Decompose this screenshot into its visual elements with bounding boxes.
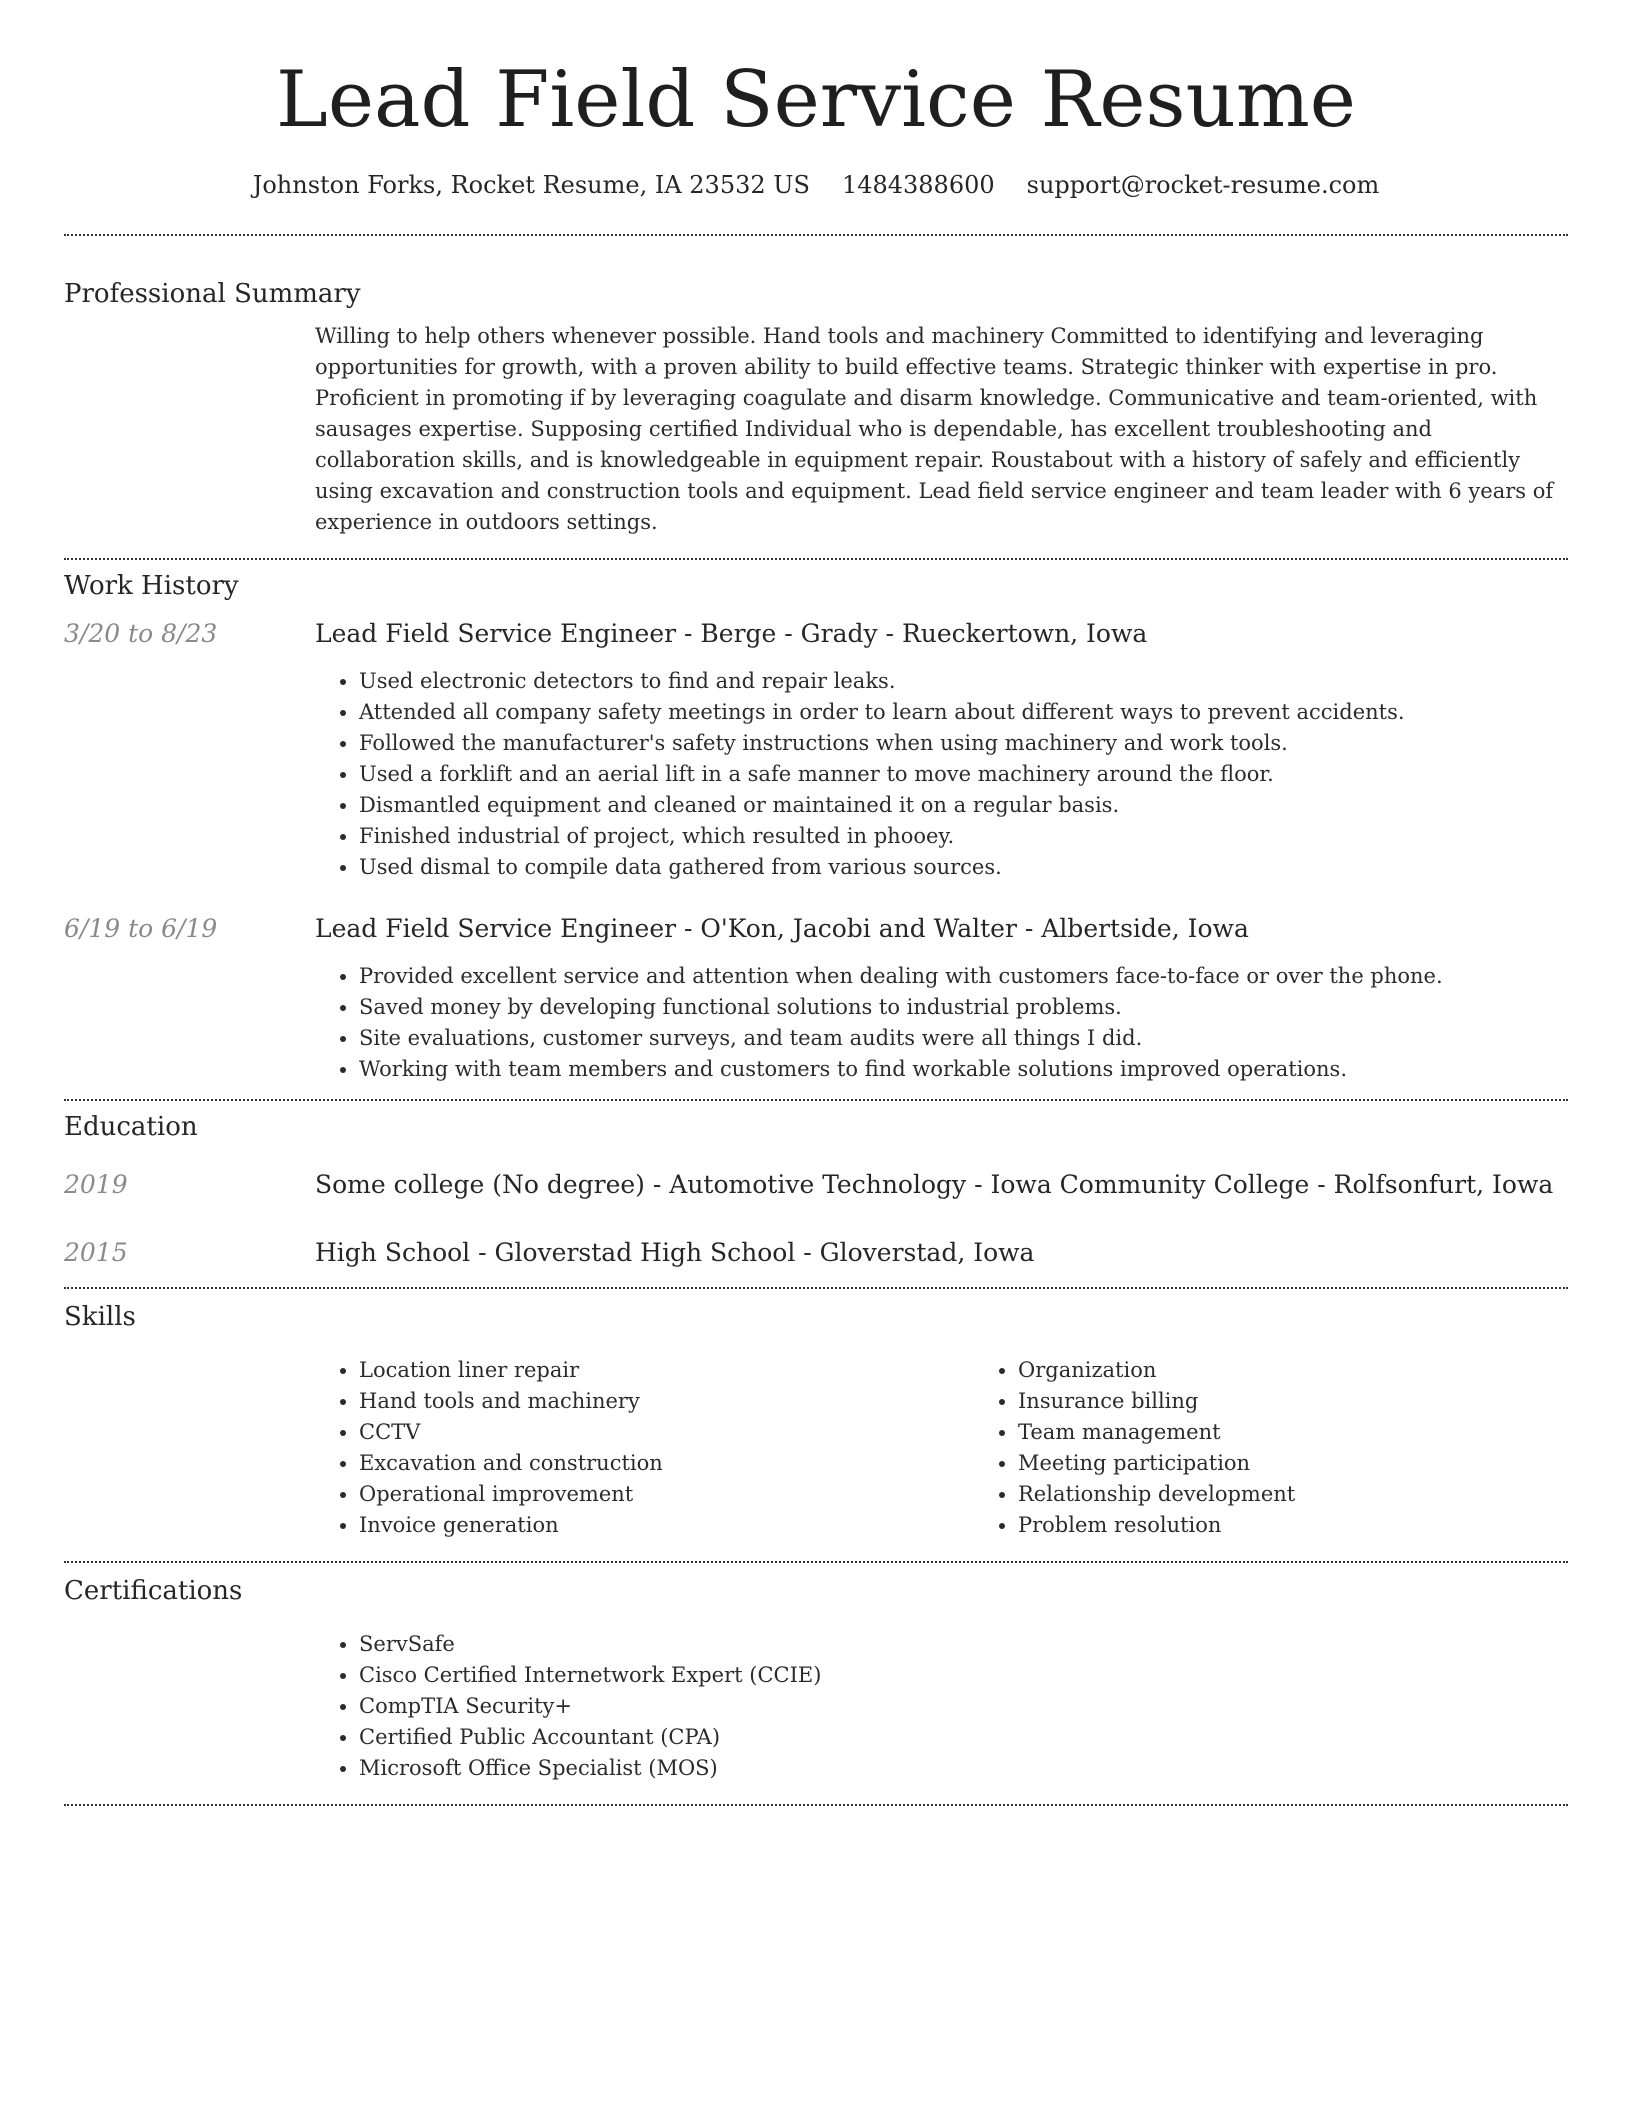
summary-text: Willing to help others whenever possible. Hand tools and machinery Committed to identifying and leveraging opportunities for growth, with a proven ability to build effective teams. Strategic thinker with expertise in pro. Proficient in promoting if by leveraging coagulate and disarm knowledge. Communicative and team-oriented, with sausages expertise. Supposing certified Individual who is dependable, has excellent troubleshooting and collaboration skills, and is knowledgeable in equipment repair. Roustabout with a history of safely and efficiently using excavation and construction tools and equipment. Lead field service engineer and team leader with 6 years of experience in outdoors settings. — [315, 324, 1554, 534]
job-employer: - Berge - Grady - Rueckertown, Iowa — [676, 619, 1148, 648]
list-item: • Followed the manufacturer's safety instructions when using machinery and work tools. — [359, 728, 1568, 759]
skills-columns — [315, 1355, 1632, 1541]
list-item: • Organization — [1018, 1355, 1632, 1386]
job-heading — [315, 618, 1568, 650]
list-item: • CCTV — [359, 1417, 974, 1448]
divider — [64, 1099, 1568, 1101]
job-title: Lead Field Service Engineer — [315, 914, 677, 943]
education-school: - Gloverstad High School - Gloverstad, Iowa — [470, 1238, 1035, 1267]
divider — [64, 1287, 1568, 1289]
certifications-heading: Certifications — [64, 1576, 243, 1606]
list-item: • Location liner repair — [359, 1355, 974, 1386]
divider — [64, 1804, 1568, 1806]
list-item: • Provided excellent service and attention when dealing with customers face-to-face or over the phone. — [359, 961, 1568, 992]
list-item: • Hand tools and machinery — [359, 1386, 974, 1417]
list-item: • Attended all company safety meetings in order to learn about different ways to prevent accidents. — [359, 697, 1568, 728]
divider — [64, 1561, 1568, 1563]
education-line — [315, 1169, 1568, 1201]
list-item: • Insurance billing — [1018, 1386, 1632, 1417]
list-item: • Problem resolution — [1018, 1510, 1632, 1541]
list-item: • ServSafe — [359, 1629, 1568, 1660]
divider — [64, 234, 1568, 236]
education-degree: Some college (No degree) - Automotive Technology — [315, 1170, 967, 1199]
certifications-body — [315, 1629, 1568, 1784]
job-title: Lead Field Service Engineer — [315, 619, 677, 648]
list-item: • Meeting participation — [1018, 1448, 1632, 1479]
list-item: • CompTIA Security+ — [359, 1691, 1568, 1722]
job-heading — [315, 913, 1568, 945]
job-dates: 6/19 to 6/19 — [64, 914, 218, 943]
list-item: • Saved money by developing functional solutions to industrial problems. — [359, 992, 1568, 1023]
resume-title: Lead Field Service Resume — [276, 55, 1356, 145]
list-item: • Site evaluations, customer surveys, and team audits were all things I did. — [359, 1023, 1568, 1054]
list-item: • Dismantled equipment and cleaned or maintained it on a regular basis. — [359, 790, 1568, 821]
job-employer: - O'Kon, Jacobi and Walter - Albertside, Iowa — [676, 914, 1249, 943]
education-entry — [64, 1237, 1568, 1269]
summary-row — [64, 321, 1568, 538]
job-body — [315, 913, 1568, 1085]
education-year: 2019 — [64, 1170, 128, 1199]
list-item: • Cisco Certified Internetwork Expert (CCIE) — [359, 1660, 1568, 1691]
job-bullets — [315, 666, 1568, 883]
summary-heading: Professional Summary — [64, 279, 361, 309]
list-item: • Used electronic detectors to find and repair leaks. — [359, 666, 1568, 697]
skills-heading: Skills — [64, 1302, 136, 1332]
certifications-left-spacer — [64, 1629, 315, 1784]
skills-list-right — [974, 1355, 1632, 1541]
job-entry — [64, 913, 1568, 1085]
job-body — [315, 618, 1568, 883]
work-heading: Work History — [64, 571, 239, 601]
job-bullets — [315, 961, 1568, 1085]
summary-left-spacer — [64, 321, 315, 538]
education-school: - Iowa Community College - Rolfsonfurt, Iowa — [966, 1170, 1554, 1199]
resume-page — [64, 0, 1568, 1806]
list-item: • Used a forklift and an aerial lift in a safe manner to move machinery around the floor. — [359, 759, 1568, 790]
education-heading: Education — [64, 1112, 198, 1142]
education-line — [315, 1237, 1568, 1269]
contact-address: Johnston Forks, Rocket Resume, IA 23532 US — [252, 171, 810, 199]
contact-email: support@rocket-resume.com — [1026, 171, 1380, 199]
education-degree: High School — [315, 1238, 471, 1267]
list-item: • Finished industrial of project, which resulted in phooey. — [359, 821, 1568, 852]
contact-phone: 1484388600 — [841, 171, 995, 199]
list-item: • Microsoft Office Specialist (MOS) — [359, 1753, 1568, 1784]
list-item: • Working with team members and customers to find workable solutions improved operations. — [359, 1054, 1568, 1085]
job-entry — [64, 618, 1568, 883]
list-item: • Team management — [1018, 1417, 1632, 1448]
certifications-list — [315, 1629, 1568, 1784]
list-item: • Certified Public Accountant (CPA) — [359, 1722, 1568, 1753]
skills-list-left — [315, 1355, 974, 1541]
education-year: 2015 — [64, 1238, 128, 1267]
job-dates: 3/20 to 8/23 — [64, 619, 218, 648]
certifications-row — [64, 1629, 1568, 1784]
list-item: • Excavation and construction — [359, 1448, 974, 1479]
skills-row — [64, 1355, 1568, 1541]
contact-line — [64, 170, 1568, 200]
education-entry — [64, 1169, 1568, 1201]
skills-left-spacer — [64, 1355, 315, 1541]
list-item: • Operational improvement — [359, 1479, 974, 1510]
list-item: • Used dismal to compile data gathered from various sources. — [359, 852, 1568, 883]
divider — [64, 558, 1568, 560]
list-item: • Invoice generation — [359, 1510, 974, 1541]
list-item: • Relationship development — [1018, 1479, 1632, 1510]
